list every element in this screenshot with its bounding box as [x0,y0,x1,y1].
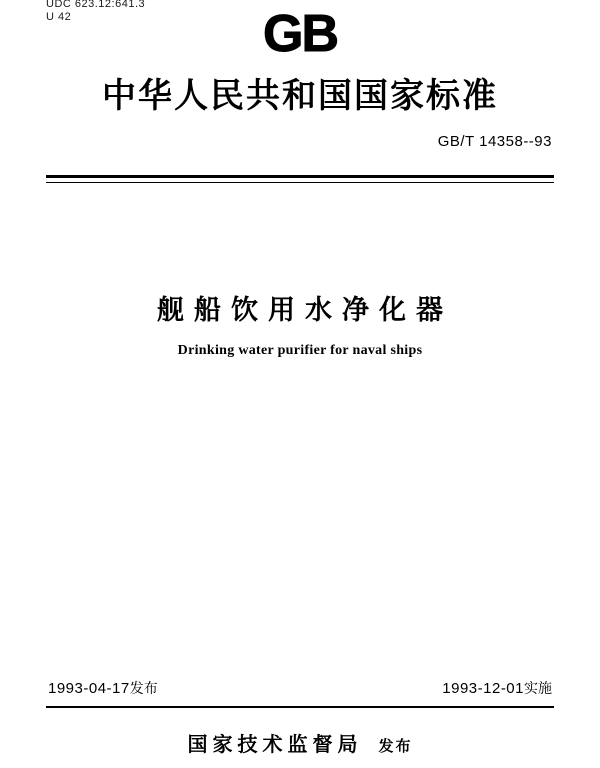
header-rule-thin [46,182,554,183]
standard-number: GB/T 14358--93 [437,133,552,150]
class-code: U 42 [46,10,72,23]
publisher-action: 发布 [378,737,413,755]
header-rule-thick [46,175,554,178]
document-title-chinese: 舰船饮用水净化器 [157,295,453,326]
udc-code: UDC 623.12:641.3 [46,0,146,10]
issue-date-label: 发布 [129,681,158,697]
national-standard-title: 中华人民共和国国家标准 [102,76,498,116]
issue-date-block [48,678,158,698]
publisher-block [0,728,600,757]
issue-date: 1993-04-17 [48,680,130,697]
footer-rule [46,706,554,708]
effective-date: 1993-12-01 [442,680,524,697]
gb-emblem-text: GB [263,5,337,63]
document-title-english: Drinking water purifier for naval ships [177,343,423,358]
effective-date-label: 实施 [524,681,552,697]
publisher-organization: 国家技术监督局 [187,732,363,756]
effective-date-block [442,678,552,698]
